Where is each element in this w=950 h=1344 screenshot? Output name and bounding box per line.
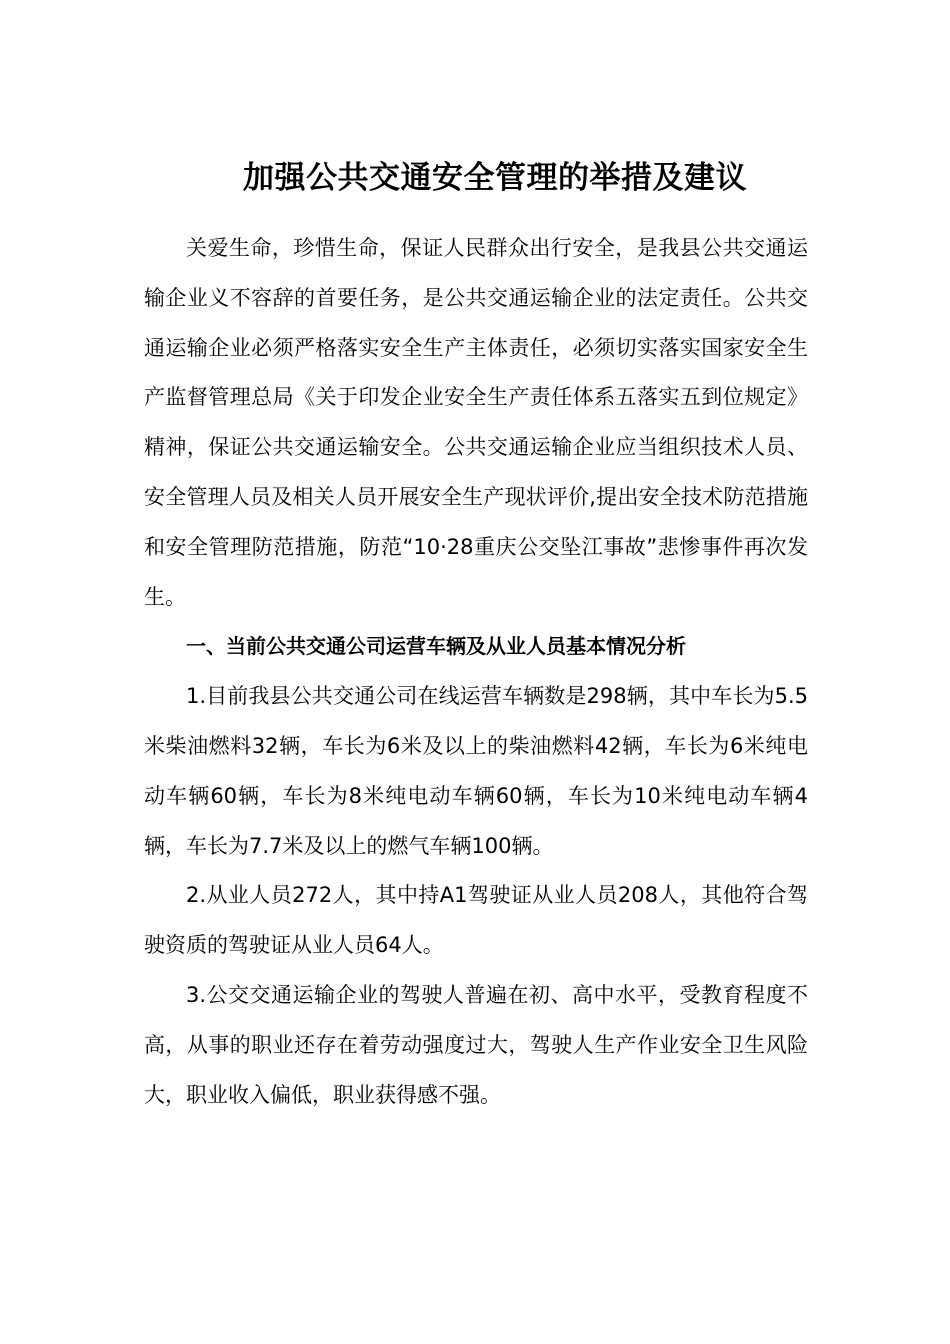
intro-paragraph: 关爱生命，珍惜生命，保证人民群众出行安全，是我县公共交通运输企业义不容辞的首要任务，是公共交通运输企业的法定责任。公共交通运输企业必须严格落实安全生产主体责任，必须切实落实国家安全生产监督管理总局《关于印发企业安全生产责任体系五落实五到位规定》精神，保证公共交通运输安全。公共交通运输企业应当组织技术人员、安全管理人员及相关人员开展安全生产现状评价,提出安全技术防范措施和安全管理防范措施，防范“10·28重庆公交坠江事故”悲惨事件再次发生。 <box>144 236 808 609</box>
list-item-staff: 2.从业人员272人，其中持A1驾驶证从业人员208人，其他符合驾驶资质的驾驶证从业人员64人。 <box>144 883 808 958</box>
section-heading: 一、当前公共交通公司运营车辆及从业人员基本情况分析 <box>186 634 686 659</box>
list-item-drivers: 3.公交交通运输企业的驾驶人普遍在初、高中水平，受教育程度不高，从事的职业还存在着劳动强度过大，驾驶人生产作业安全卫生风险大，职业收入偏低，职业获得感不强。 <box>144 982 808 1107</box>
document-body <box>144 224 808 1120</box>
document-title: 加强公共交通安全管理的举措及建议 <box>243 160 747 196</box>
list-item-vehicles: 1.目前我县公共交通公司在线运营车辆数是298辆，其中车长为5.5米柴油燃料32辆，车长为6米及以上的柴油燃料42辆，车长为6米纯电动车辆60辆，车长为8米纯电动车辆60辆，车长为10米纯电动车辆4辆，车长为7.7米及以上的燃气车辆100辆。 <box>144 684 808 858</box>
